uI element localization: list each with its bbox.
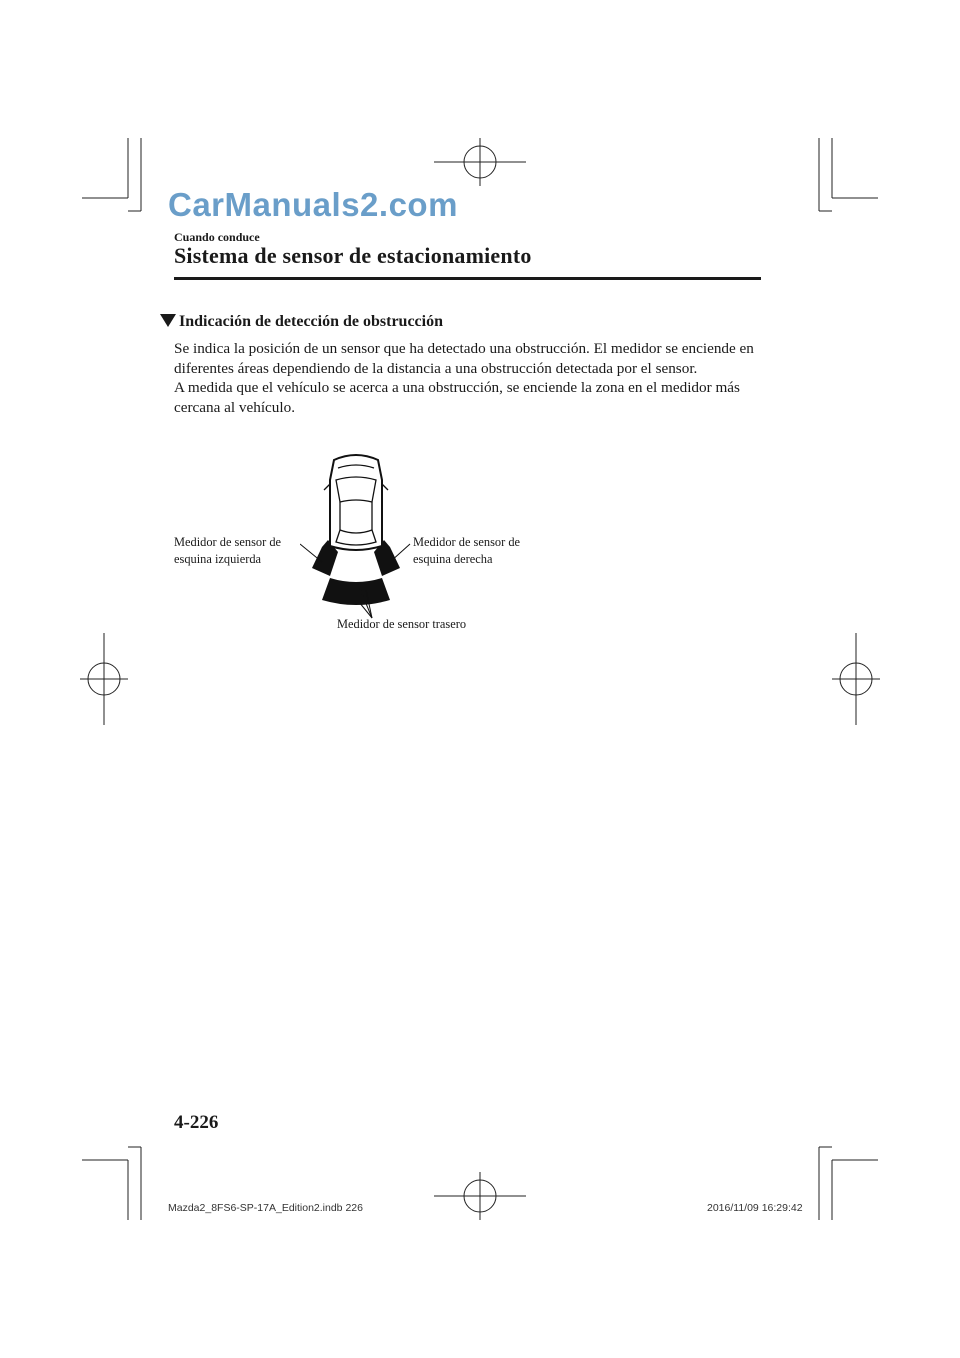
footer-file-name: Mazda2_8FS6-SP-17A_Edition2.indb 226	[168, 1202, 363, 1214]
parking-sensor-diagram	[300, 450, 420, 620]
section-label: Cuando conduce	[174, 230, 260, 244]
page-number: 4-226	[174, 1112, 219, 1133]
triangle-bullet-icon	[160, 314, 176, 327]
label-right-corner-sensor: Medidor de sensor de esquina derecha	[413, 535, 521, 566]
subheading	[160, 313, 443, 331]
footer-timestamp: 2016/11/09 16:29:42	[707, 1202, 803, 1214]
subheading-text: Indicación de detección de obstrucción	[179, 313, 443, 330]
rear-zone	[322, 578, 390, 605]
body-text	[174, 339, 764, 417]
watermark-logo: CarManuals2.com	[168, 186, 458, 223]
label-rear-sensor: Medidor de sensor trasero	[337, 617, 467, 631]
label-left-corner-sensor: Medidor de sensor de esquina izquierda	[174, 535, 282, 566]
body-paragraph: Se indica la posición de un sensor que ha detectado una obstrucción. El medidor se enciende en diferentes áreas dependiendo de la distancia a una obstrucción detectada por el sensor.	[174, 340, 754, 377]
body-paragraph: A medida que el vehículo se acerca a una obstrucción, se enciende la zona en el medidor más cercana al vehículo.	[174, 379, 740, 416]
page-title: Sistema de sensor de estacionamiento	[174, 243, 532, 268]
title-rule	[174, 277, 761, 280]
